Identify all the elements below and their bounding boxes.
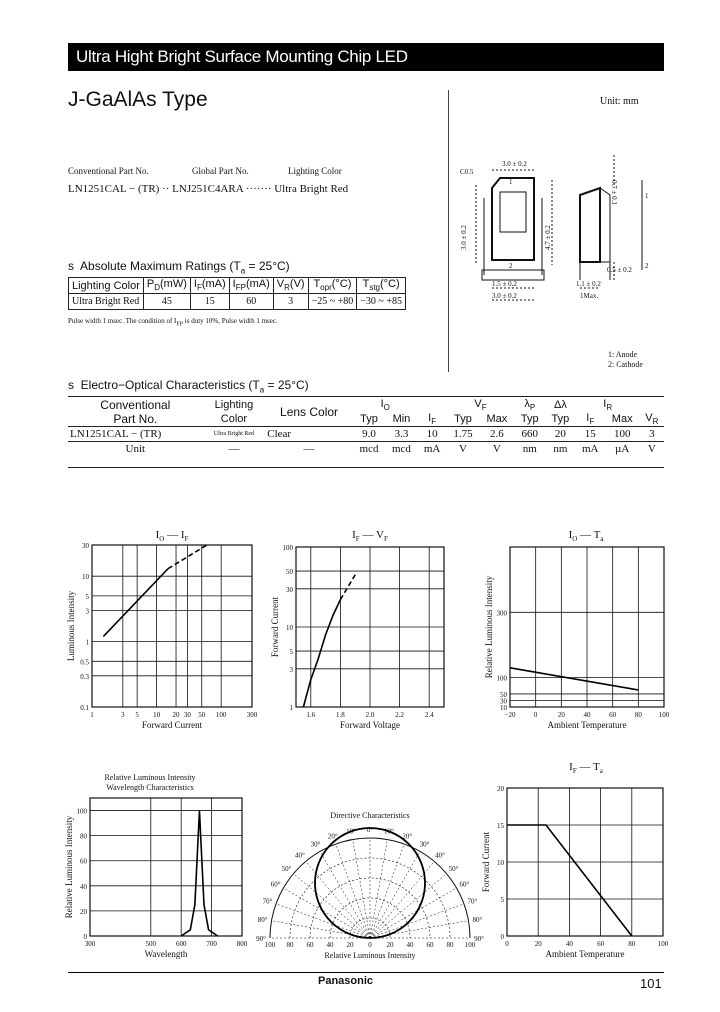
polar-x-tick: 0 (368, 941, 372, 949)
type-title: J-GaAlAs Type (68, 88, 208, 111)
y-axis-label: Relative Luminous Intensity (484, 575, 494, 679)
polar-x-tick: 60 (306, 941, 314, 949)
h-tstg (357, 278, 406, 294)
polar-spoke (370, 844, 404, 938)
title-part: I (352, 529, 356, 541)
x-tick-label: 80 (634, 711, 642, 719)
x-tick-label: 40 (565, 940, 573, 948)
x-axis-label: Wavelength (144, 949, 188, 959)
x-tick-label: 600 (175, 940, 187, 948)
h-ifp-sub: FP (235, 283, 246, 293)
y-tick-label: 3 (289, 665, 293, 674)
y-tick-label: 40 (80, 882, 87, 891)
polar-angle-label: 40° (295, 851, 305, 860)
unit: mcd (391, 443, 411, 456)
conventional-part: LN1251CAL − (TR) (68, 183, 160, 195)
note-sub: FP (176, 321, 184, 328)
title-part: — V (359, 529, 384, 541)
h-vr (273, 278, 308, 294)
dim-bottom2: 3.0 ± 0.2 (492, 292, 517, 300)
x-tick-label: 0 (505, 940, 509, 948)
val: 2.6 (490, 428, 504, 441)
y-axis-label: Forward Current (481, 831, 491, 893)
y-tick-label: 5 (500, 896, 504, 904)
chart-title-io-if (156, 529, 189, 543)
pin1: 1 (509, 178, 513, 186)
h-tstg-sym: T (362, 278, 370, 291)
y-axis-label: Luminous Intensity (66, 590, 76, 662)
title-sub: F (572, 767, 577, 775)
sep2: ······· (245, 183, 272, 195)
h-lens: Lens Color (280, 405, 339, 420)
y-axis-label: Relative Luminous Intensity (64, 815, 74, 919)
x-tick-label: 1.8 (336, 711, 345, 719)
x-tick-label: 1 (90, 711, 94, 719)
unit: V (459, 443, 467, 456)
unit: nm (553, 443, 568, 456)
dim-bottom1: 1.5 ± 0.2 (492, 280, 517, 288)
global-part: LNJ251C4ARA (172, 183, 244, 195)
x-tick-label: 50 (198, 711, 206, 719)
bullet: s (68, 259, 74, 273)
val: 3 (649, 428, 655, 441)
polar-angle-label: 40° (435, 851, 445, 860)
x-tick-label: 0 (533, 711, 538, 719)
cell: 60 (229, 294, 273, 310)
unit-label: Unit (125, 443, 146, 456)
x-tick-label: 2.2 (395, 711, 404, 719)
lp-sym: λ (524, 398, 530, 410)
polar-x-tick: 100 (264, 941, 276, 949)
h-dl: Δλ (553, 399, 567, 412)
y-tick-label: 0 (500, 933, 504, 941)
y-tick-label: 0.1 (80, 704, 89, 712)
polar-angle-label: 20° (327, 832, 338, 841)
x-tick-label: 100 (215, 711, 227, 719)
polar-angle-label: 20° (402, 832, 413, 841)
chart-title-wl-2: Wavelength Characteristics (106, 783, 194, 792)
abs-max-heading (68, 259, 290, 275)
y-tick-label: 10 (82, 573, 89, 582)
sub-typ: Typ (551, 413, 570, 426)
eo-heading (68, 378, 309, 394)
dim-body: 4.7 ± 0.2 (544, 225, 552, 250)
unit: V (492, 443, 501, 456)
h-ifp (229, 278, 273, 294)
title-sub: O (572, 535, 578, 543)
polar-spoke (320, 851, 370, 938)
y-tick-label: 50 (500, 690, 507, 699)
series-line (510, 668, 638, 690)
polar-angle-label: 60° (459, 880, 470, 889)
val: 100 (613, 428, 631, 441)
series-line (340, 575, 355, 600)
polar-x-tick: 60 (426, 941, 434, 949)
x-tick-label: 2.4 (424, 711, 434, 719)
ir-sym: I (603, 398, 607, 410)
y-tick-label: 10 (286, 624, 293, 632)
y-tick-label: 60 (80, 857, 87, 866)
polar-x-tick: 20 (386, 941, 394, 949)
unit-label: Unit: mm (600, 96, 639, 107)
io-sym: I (380, 398, 384, 410)
part-row (68, 183, 348, 195)
chart-title-directive: Directive Characteristics (330, 811, 410, 820)
h-vr-sub: R (284, 283, 290, 293)
x-tick-label: 60 (597, 940, 605, 948)
polar-angle-label: 90° (256, 935, 266, 943)
unit: mcd (359, 443, 379, 456)
y-tick-label: 1 (85, 638, 89, 647)
chart-title-if-vf (352, 529, 388, 543)
title-part: — T (577, 529, 601, 541)
abs-note (68, 317, 278, 327)
pin-side2: 2 (645, 262, 649, 270)
y-tick-label: 1 (289, 704, 293, 712)
page-number: 101 (640, 976, 662, 991)
title-bar (68, 43, 664, 71)
x-tick-label: 700 (206, 940, 217, 948)
y-tick-label: 0.3 (80, 672, 89, 681)
cell: Ultra Bright Red (69, 294, 144, 310)
title-sub: F (184, 535, 189, 543)
polar-x-tick: 80 (286, 941, 294, 949)
h-if-unit: (mA) (201, 278, 226, 291)
polar-angle-label: 30° (310, 840, 321, 849)
polar-x-tick: 80 (446, 941, 454, 949)
h-pd-sub: D (154, 283, 160, 293)
abs-heading-tail: = 25°C) (245, 259, 290, 273)
y-tick-label: 100 (282, 544, 293, 552)
sub-if-sym: I (586, 412, 590, 425)
polar-angle-label: 80° (472, 916, 483, 925)
polar-angle-label: 10° (384, 827, 394, 836)
abs-heading-sub: a (240, 266, 246, 276)
y-tick-label: 300 (496, 609, 507, 618)
sub-typ: Typ (360, 413, 378, 426)
title-sub: a (600, 535, 604, 543)
val: 10 (426, 428, 438, 441)
dim-top: 3.0 ± 0.2 (502, 160, 527, 168)
y-tick-label: 3 (85, 607, 89, 616)
h-topr-unit: (°C) (331, 278, 352, 291)
polar-spoke (283, 888, 370, 938)
part-headers (68, 166, 149, 176)
dash: — (303, 443, 315, 456)
polar-spoke (370, 888, 457, 938)
footer-line (68, 972, 664, 973)
lighting-color: Ultra Bright Red (274, 183, 349, 195)
unit: V (647, 443, 656, 456)
y-tick-label: 0.5 (80, 658, 89, 667)
sep1: ·· (162, 183, 170, 195)
h-if-sym: I (193, 278, 197, 291)
x-tick-label: 5 (135, 711, 139, 719)
polar-x-tick: 100 (464, 941, 476, 949)
title-sub: a (599, 767, 603, 775)
y-tick-label: 0 (83, 933, 87, 941)
sub-max: Max (486, 413, 508, 426)
vf-sym: V (474, 398, 482, 410)
title-part: I (568, 529, 573, 541)
x-tick-label: 20 (534, 940, 542, 948)
y-tick-label: 10 (497, 859, 504, 867)
h-io (353, 398, 418, 412)
y-axis-label: Forward Current (270, 596, 280, 658)
legend-cathode: 2: Cathode (608, 360, 643, 369)
eo-heading-sub: a (259, 385, 265, 395)
eo-heading-tail: = 25°C) (264, 378, 309, 392)
h-if-sub: F (196, 283, 202, 293)
title-sub: F (355, 535, 360, 543)
polar-angle-label: 90° (474, 935, 484, 943)
row-part: LN1251CAL − (TR) (70, 428, 162, 441)
series-line (303, 600, 340, 707)
dim-h: 0.7 ± 0.1 (610, 180, 618, 205)
note-tail: is duty 10%, Pulse width 1 msec. (183, 317, 278, 325)
title-part: — I (164, 529, 185, 541)
y-tick-label: 30 (500, 697, 507, 706)
polar-spoke (293, 874, 370, 938)
x-tick-label: 300 (84, 940, 96, 948)
y-tick-label: 20 (497, 785, 504, 793)
polar-spoke (370, 851, 420, 938)
sub-if-sub: F (589, 417, 595, 427)
polar-x-tick: 40 (406, 941, 414, 949)
polar-spoke (370, 874, 447, 938)
series-line (103, 569, 168, 637)
charts-area (0, 520, 720, 970)
h-lp (514, 398, 545, 412)
h-pd-sym: P (146, 278, 155, 291)
x-tick-label: 60 (609, 711, 617, 719)
h-ifp-sym: I (232, 278, 236, 291)
abs-max-table (68, 277, 406, 310)
sub-if-sym: I (428, 412, 432, 425)
y-tick-label: 15 (497, 822, 504, 830)
title-part: I (569, 761, 573, 773)
y-tick-label: 20 (80, 907, 87, 916)
x-tick-label: 3 (121, 711, 125, 719)
polar-angle-label: 80° (257, 916, 268, 925)
h-color: Lighting Color (69, 278, 144, 294)
x-tick-label: −20 (504, 711, 516, 719)
x-axis-label: Forward Voltage (340, 720, 400, 730)
x-tick-label: 800 (236, 940, 248, 948)
dim-lead: 0.5 ± 0.2 (607, 266, 632, 274)
cell: −30 ~ +85 (357, 294, 406, 310)
x-tick-label: 20 (172, 711, 180, 719)
x-axis-label: Ambient Temperature (545, 949, 625, 959)
divider (448, 90, 449, 372)
cell: 15 (190, 294, 229, 310)
h-ir (576, 398, 640, 412)
x-tick-label: 80 (628, 940, 636, 948)
h-part: Part No. (113, 412, 158, 427)
h-topr (308, 278, 357, 294)
sub-if (418, 412, 447, 427)
x-tick-label: 100 (657, 940, 669, 948)
h-topr-sub: opr (320, 283, 332, 293)
x-tick-label: 10 (153, 711, 161, 719)
x-tick-label: 40 (583, 711, 591, 719)
polar-x-tick: 20 (346, 941, 354, 949)
x-tick-label: 100 (658, 711, 670, 719)
header-global: Global Part No. (192, 166, 249, 176)
sub-min: Min (392, 413, 411, 426)
sub-if-sub: F (431, 417, 437, 427)
x-axis-label: Ambient Temperature (547, 720, 627, 730)
polar-angle-label: 50° (281, 864, 292, 873)
cell: 3 (273, 294, 308, 310)
sub-vr-sym: V (645, 412, 653, 425)
h-conv: Conventional (100, 398, 171, 413)
y-tick-label: 30 (82, 542, 89, 550)
polar-angle-label: 70° (467, 897, 478, 906)
x-tick-label: 1.6 (306, 711, 316, 719)
h-vr-sym: V (276, 278, 285, 291)
eo-heading-text: Electro−Optical Characteristics (T (80, 378, 260, 392)
polar-x-label: Relative Luminous Intensity (324, 951, 416, 960)
sub-vr-sub: R (652, 417, 659, 427)
dim-left: 3.0 ± 0.2 (460, 225, 468, 250)
y-tick-label: 10 (500, 704, 507, 712)
y-tick-label: 5 (85, 592, 89, 601)
sub-typ: Typ (520, 413, 539, 426)
note-text: Pulse width 1 msec. The condition of I (68, 317, 177, 325)
x-tick-label: 500 (145, 940, 157, 948)
series-line (181, 811, 217, 936)
bullet: s (68, 378, 74, 392)
y-tick-label: 30 (286, 585, 293, 594)
brand-logo: Panasonic (318, 975, 374, 987)
unit: nm (522, 443, 537, 456)
pin2: 2 (509, 262, 513, 270)
header-lighting-color: Lighting Color (288, 166, 342, 176)
h-vf (447, 398, 515, 412)
x-tick-label: 2.0 (365, 711, 375, 719)
vf-sub: F (481, 403, 487, 413)
cell: 45 (143, 294, 190, 310)
val: 1.75 (453, 428, 473, 441)
dash: — (228, 443, 240, 456)
unit: mA (423, 443, 441, 456)
unit: µA (615, 443, 630, 456)
dim-max: 1Max. (580, 292, 599, 300)
pin-side1: 1 (645, 192, 649, 200)
dim-c05: C0.5 (460, 168, 474, 176)
polar-angle-label: 30° (419, 840, 430, 849)
y-tick-label: 80 (80, 832, 87, 841)
y-tick-label: 50 (286, 568, 293, 577)
lp-sub: P (529, 403, 536, 413)
title-sub: O (159, 535, 165, 543)
sub-vr (640, 412, 664, 427)
x-tick-label: 20 (557, 711, 565, 719)
dim-side: 1.1 ± 0.2 (576, 280, 601, 288)
title-part: I (155, 529, 160, 541)
h-ifp-unit: (mA) (245, 278, 270, 291)
h-pd (143, 278, 190, 294)
title-sub: F (383, 535, 388, 543)
unit: mA (581, 443, 599, 456)
abs-heading-text: Absolute Maximum Ratings (T (80, 259, 241, 273)
x-axis-label: Forward Current (141, 720, 203, 730)
polar-angle-label: 0° (366, 826, 374, 834)
package-drawing (452, 140, 667, 380)
eo-table (68, 398, 664, 456)
polar-angle-label: 60° (270, 880, 281, 889)
polar-angle-label: 50° (448, 864, 459, 873)
sub-max: Max (611, 413, 633, 426)
cell: −25 ~ +80 (308, 294, 357, 310)
val: 3.3 (394, 428, 409, 441)
sub-if (576, 412, 605, 427)
page-title: Ultra Hight Bright Surface Mounting Chip LED (76, 47, 408, 66)
h-if (190, 278, 229, 294)
polar-angle-label: 70° (262, 897, 273, 906)
sub-typ: Typ (454, 413, 472, 426)
val: 660 (521, 428, 538, 441)
row-color: Ultra Bright Red (213, 431, 255, 438)
h-tstg-sub: stg (369, 283, 380, 293)
h-pd-unit: (mW) (160, 278, 187, 291)
title-part: — T (576, 761, 600, 773)
io-sub: O (383, 403, 390, 413)
plot-frame (90, 798, 242, 936)
h-vr-unit: (V) (289, 278, 305, 291)
row-lens: Clear (267, 428, 292, 441)
h-color: Color (220, 413, 248, 426)
val: 20 (554, 428, 566, 441)
y-tick-label: 100 (496, 674, 507, 683)
val: 9.0 (362, 428, 376, 441)
header-conventional: Conventional Part No. (68, 166, 149, 176)
legend-anode: 1: Anode (608, 350, 638, 359)
x-tick-label: 300 (246, 711, 258, 719)
y-tick-label: 5 (289, 648, 293, 657)
h-topr-sym: T (313, 278, 321, 291)
x-tick-label: 30 (183, 711, 191, 719)
chart-title-io-ta (569, 529, 605, 543)
chart-title-wl-1: Relative Luminous Intensity (104, 773, 196, 782)
y-tick-label: 100 (76, 807, 87, 816)
h-tstg-unit: (°C) (380, 278, 400, 291)
polar-x-tick: 40 (326, 941, 334, 949)
plot-frame (92, 545, 252, 707)
ir-sub: R (606, 403, 613, 413)
polar-angle-label: 10° (346, 827, 356, 836)
val: 15 (584, 428, 596, 441)
h-lighting: Lighting (214, 399, 254, 412)
chart-title-if-ta (569, 761, 604, 775)
